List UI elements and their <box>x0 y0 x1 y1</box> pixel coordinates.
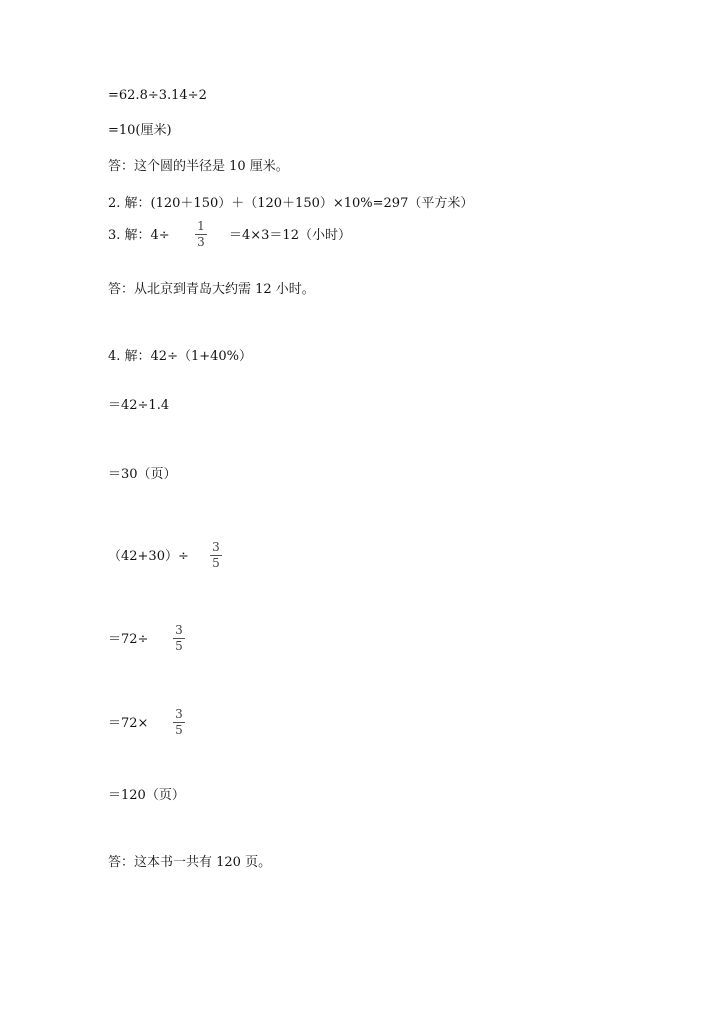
fraction-numerator: 3 <box>175 623 183 637</box>
fraction-denominator: 5 <box>212 556 220 570</box>
problem-3-solution-end: ＝4×3＝12（小时） <box>229 228 351 243</box>
fraction-numerator: 3 <box>175 707 183 721</box>
fraction <box>173 624 185 653</box>
problem-3-solution-start: 3. 解：4÷ <box>108 228 170 243</box>
step-line: ＝72÷ <box>108 632 149 647</box>
problem-2-solution: 2. 解：(120＋150）＋（120＋150）×10%=297（平方米） <box>108 196 474 211</box>
fraction-denominator: 3 <box>197 235 205 249</box>
step-line: ＝42÷1.4 <box>108 398 170 413</box>
step-line: ＝120（页） <box>108 788 185 803</box>
fraction-numerator: 3 <box>212 540 220 554</box>
fraction <box>173 708 185 737</box>
step-line: =10(厘米) <box>108 123 172 138</box>
fraction-denominator: 5 <box>175 723 183 737</box>
fraction <box>195 220 207 249</box>
step-line: ＝72× <box>108 716 149 731</box>
step-line: =62.8÷3.14÷2 <box>108 88 207 103</box>
answer-line: 答：这个圆的半径是 10 厘米。 <box>108 159 289 174</box>
fraction <box>210 541 222 570</box>
step-line: （42+30）÷ <box>108 549 189 564</box>
answer-line: 答：这本书一共有 120 页。 <box>108 855 272 870</box>
fraction-denominator: 5 <box>175 639 183 653</box>
step-line: ＝30（页） <box>108 467 177 482</box>
answer-line: 答：从北京到青岛大约需 12 小时。 <box>108 282 315 297</box>
fraction-numerator: 1 <box>197 219 205 233</box>
problem-4-solution: 4. 解：42÷（1+40%） <box>108 349 253 364</box>
